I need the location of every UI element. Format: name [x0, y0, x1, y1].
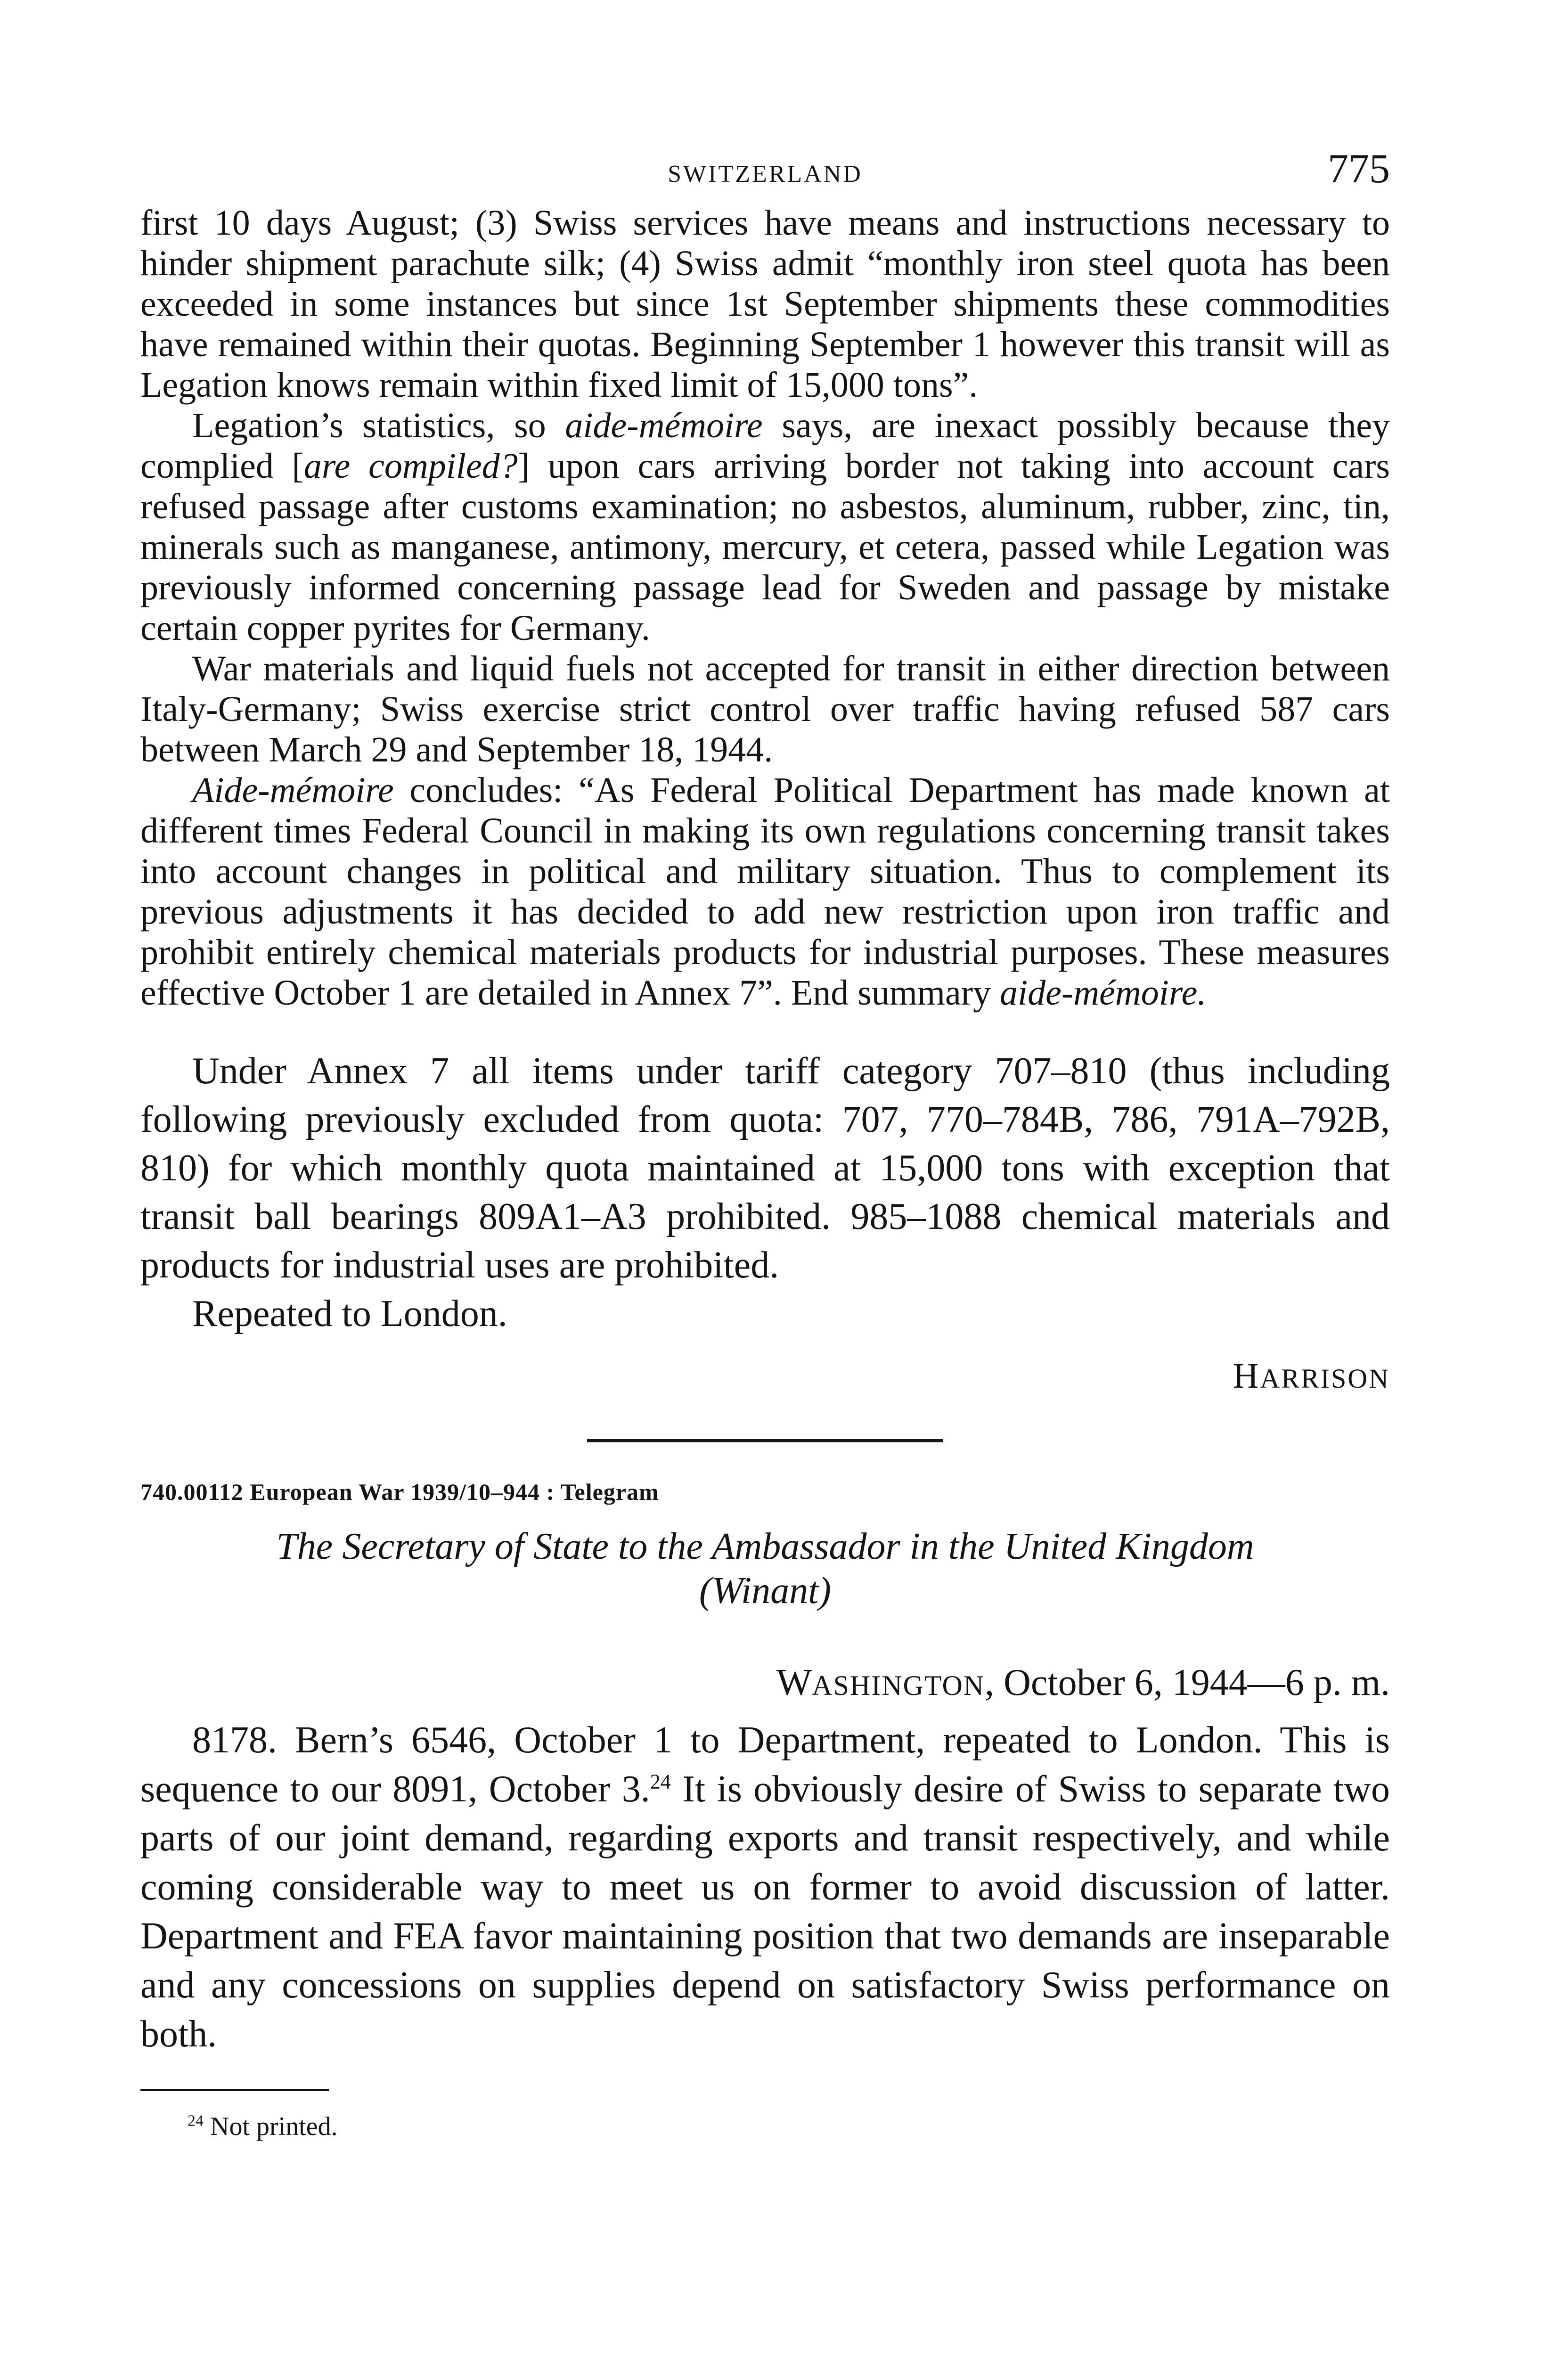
signature-initial: H: [1233, 1356, 1260, 1396]
dateline-date: , October 6, 1944—6 p. m.: [985, 1662, 1390, 1703]
footnote-divider: [140, 2089, 329, 2091]
dateline-initial: W: [776, 1662, 812, 1703]
telegram-text-a: 8178. Bern’s 6546, October 1 to Department, repeated to London. This is sequence to our 8091, October 3.: [140, 1719, 1390, 1810]
body-paragraph-annex: Under Annex 7 all items under tariff category 707–810 (thus including following previously excluded from quota: 707, 770–784B, 786, 791A–792B, 810) for which monthly quota maintained at 15,000 tons with exception that transit ball bearings 809A1–A3 prohibited. 985–1088 chemical materials and products for industrial uses are prohibited.: [140, 1050, 1390, 1286]
dateline: [140, 1660, 1390, 1708]
file-reference: 740.00112 European War 1939/10–944 : Telegram: [140, 1479, 659, 1505]
running-title: SWITZERLAND: [668, 161, 863, 188]
telegram-text: [140, 1716, 1390, 2059]
quoted-text: ] upon cars arriving border not taking into account cars refused passage after customs examination; no asbestos, aluminum, rubber, zinc, tin, minerals such as manganese, antimony, mercury, et cetera, passed while Legation was previously informed concerning passage lead for Sweden and passage by mistake certain copper pyrites for Germany.: [140, 446, 1390, 648]
telegram-paragraph: [140, 1716, 1390, 2059]
italic-term: Aide-mémoire: [192, 770, 394, 810]
signature: [140, 1357, 1390, 1398]
quoted-paragraph-1: first 10 days August; (3) Swiss services have means and instructions necessary to hinder shipment parachute silk; (4) Swiss admit “monthly iron steel quota has been exceeded in some instances but since 1st September shipments these commodities have remained within their quotas. Beginning September 1 however this transit will as Legation knows remain within fixed limit of 15,000 tons”.: [140, 203, 1390, 405]
quoted-text: Legation’s statistics, so: [192, 406, 565, 445]
quoted-paragraph-4: [140, 770, 1390, 1013]
italic-term: aide-mémoire.: [1000, 973, 1207, 1013]
footnote: [188, 2110, 1390, 2143]
running-head: [140, 141, 1390, 198]
editorial-insertion: are compiled?: [303, 446, 518, 486]
document-title-line-1: The Secretary of State to the Ambassador in the United Kingdom: [276, 1526, 1254, 1567]
body-paragraph-repeated: Repeated to London.: [192, 1293, 507, 1334]
telegram-text-b: It is obviously desire of Swiss to separate two parts of our joint demand, regarding exports and transit respectively, and while coming considerable way to meet us on former to avoid discussion of latter. Department and FEA favor maintaining position that two demands are inseparable and any concessions on supplies depend on satisfactory Swiss performance on both.: [140, 1768, 1390, 2055]
telegram-body: [140, 1047, 1390, 1338]
dateline-place: ASHINGTON: [812, 1670, 985, 1701]
aide-memoire-summary: [140, 203, 1390, 1013]
section-divider: [587, 1439, 943, 1442]
footnote-number: 24: [188, 2112, 204, 2130]
quoted-text: concludes: “As Federal Political Department has made known at different times Federal Council in making its own regulations concerning transit takes into account changes in political and military situation. Thus to complement its previous adjustments it has decided to add new restriction upon iron traffic and prohibit entirely chemical materials products for industrial purposes. These measures effective October 1 are detailed in Annex 7”. End summary: [140, 770, 1390, 1013]
signature-rest: ARRISON: [1260, 1363, 1390, 1394]
quoted-paragraph-2: [140, 405, 1390, 648]
document-page: [140, 141, 1390, 2143]
quoted-paragraph-3: War materials and liquid fuels not accepted for transit in either direction between Italy-Germany; Swiss exercise strict control over traffic having refused 587 cars between March 29 and September 18, 1944.: [140, 649, 1390, 769]
footnote-text: Not printed.: [204, 2112, 338, 2141]
quoted-text: says, are inexact possibly because they complied [: [140, 406, 1390, 486]
italic-term: aide-mémoire: [565, 406, 763, 445]
document-title: [140, 1524, 1390, 1613]
document-title-line-2: (Winant): [699, 1570, 831, 1612]
footnote-reference[interactable]: 24: [650, 1770, 671, 1793]
page-number: 775: [1328, 146, 1390, 192]
